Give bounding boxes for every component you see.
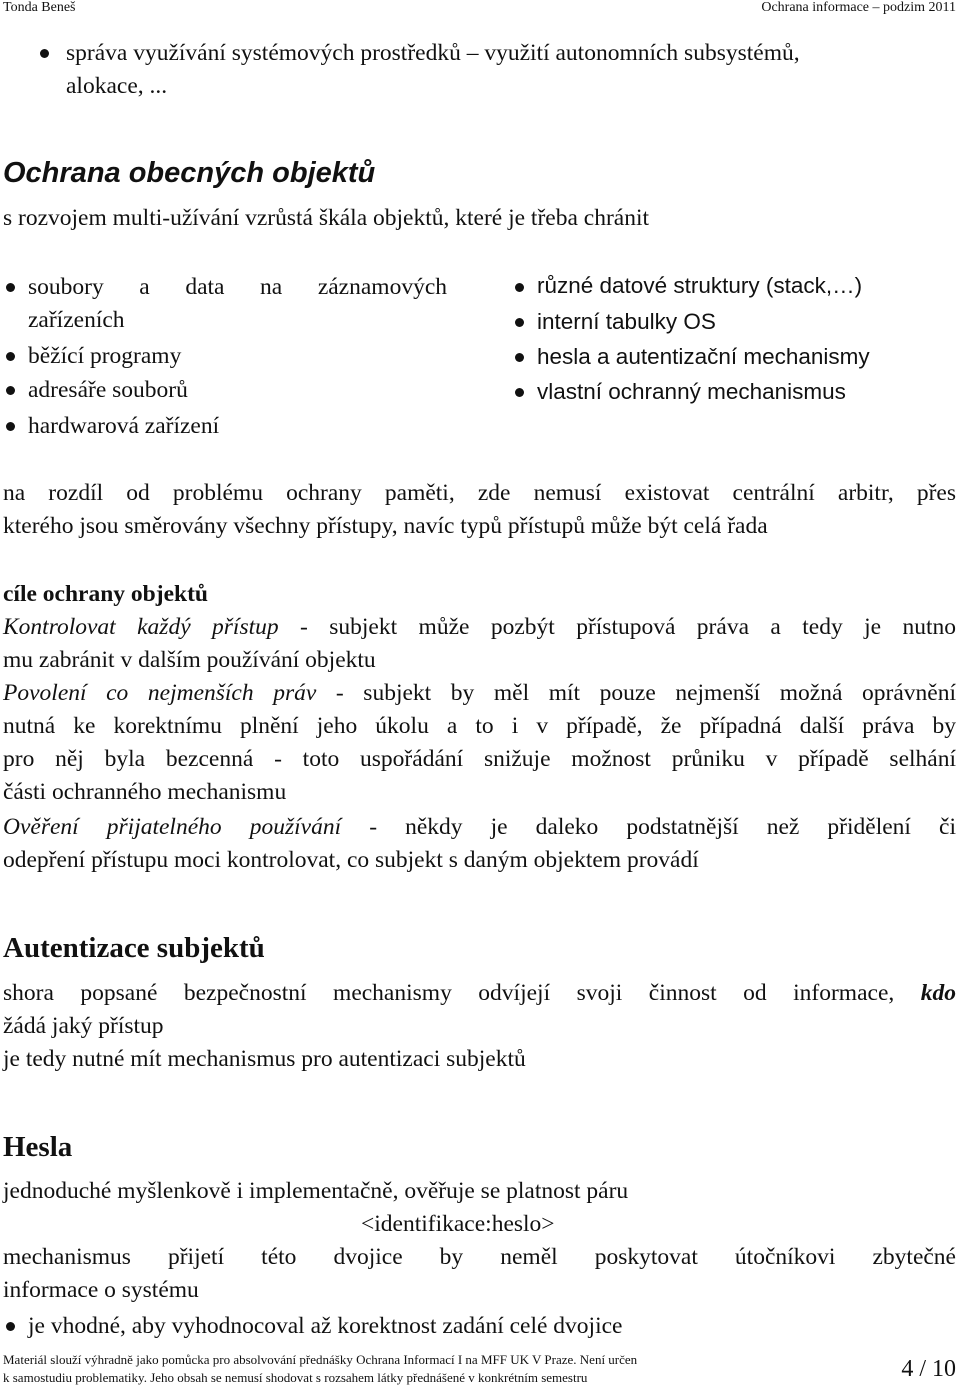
goal-2-cont: nutná ke korektnímu plnění jeho úkolu a to i v případě, že případná další práva by — [3, 713, 956, 739]
page-number: 4 / 10 — [901, 1356, 956, 1382]
list-item: hesla a autentizační mechanismy — [537, 344, 870, 369]
bullet-icon — [6, 1322, 15, 1331]
passwords-line: mechanismus přijetí této dvojice by neměl poskytovat útočníkovi zbytečné — [3, 1244, 956, 1270]
auth-line: žádá jaký přístup — [3, 1013, 164, 1039]
goal-2-cont: pro něj byla bezcenná - toto uspořádání snižuje možnost průniku v případě selhání — [3, 746, 956, 772]
goal-term: Ověření přijatelného používání — [3, 814, 342, 840]
top-bullet-line2: alokace, ... — [66, 73, 168, 99]
bullet-icon — [6, 422, 15, 431]
goal-3-cont: odepření přístupu moci kontrolovat, co subjekt s daným objektem provádí — [3, 847, 699, 873]
header-author: Tonda Beneš — [3, 0, 76, 15]
bullet-icon — [6, 386, 15, 395]
goal-text: - subjekt by měl mít pouze nejmenší možná oprávnění — [316, 680, 956, 706]
bullet-icon — [40, 49, 49, 58]
goal-term: Kontrolovat každý přístup — [3, 614, 279, 640]
goal-2 — [3, 677, 956, 710]
bullet-icon — [6, 352, 15, 361]
passwords-line: informace o systému — [3, 1277, 199, 1303]
header-course: Ochrana informace – podzim 2011 — [761, 0, 956, 15]
passwords-line: jednoduché myšlenkově i implementačně, ověřuje se platnost páru — [3, 1178, 629, 1204]
bullet-icon — [515, 353, 524, 362]
top-bullet-line1: správa využívání systémových prostředků – využití autonomních subsystémů, — [66, 40, 800, 66]
goal-text: - subjekt může pozbýt přístupová práva a tedy je nutno — [278, 614, 956, 640]
goal-1 — [3, 611, 956, 644]
list-item: vlastní ochranný mechanismus — [537, 379, 846, 404]
list-item: adresáře souborů — [28, 377, 188, 403]
auth-kdo: kdo — [920, 980, 956, 1006]
section-title-authentication: Autentizace subjektů — [3, 932, 265, 964]
goal-2-cont: části ochranného mechanismu — [3, 779, 287, 805]
passwords-pair: <identifikace:heslo> — [361, 1211, 555, 1237]
list-item: soubory a data na záznamových — [28, 274, 447, 300]
section-title-passwords: Hesla — [3, 1131, 73, 1163]
auth-line: je tedy nutné mít mechanismus pro autentizaci subjektů — [3, 1046, 526, 1072]
paragraph-line: na rozdíl od problému ochrany paměti, zde nemusí existovat centrální arbitr, přes — [3, 480, 956, 506]
footer-note-line1: Materiál slouží výhradně jako pomůcka pro absolvování přednášky Ochrana Informací I na MFF UK V Praze. Není určen — [3, 1352, 638, 1367]
footer-note-line2: k samostudiu problematiky. Jeho obsah se nemusí shodovat s rozsahem látky přednášené v konkrétním semestru — [3, 1370, 588, 1385]
goal-term: Povolení co nejmenších práv — [3, 680, 317, 706]
passwords-bullet: je vhodné, aby vyhodnocoval až korektnost zadání celé dvojice — [28, 1313, 623, 1339]
goal-3 — [3, 811, 956, 844]
list-item: běžící programy — [28, 343, 182, 369]
paragraph-line: kterého jsou směrovány všechny přístupy, navíc typů přístupů může být celá řada — [3, 513, 768, 539]
list-item: různé datové struktury (stack,…) — [537, 273, 863, 298]
goal-text: - někdy je daleko podstatnější než přidělení či — [341, 814, 956, 840]
auth-text: shora popsané bezpečnostní mechanismy odvíjejí svoji činnost od informace, — [3, 980, 921, 1006]
auth-line — [3, 977, 956, 1010]
goals-heading: cíle ochrany objektů — [3, 581, 208, 607]
bullet-icon — [515, 388, 524, 397]
list-item: interní tabulky OS — [537, 309, 716, 334]
bullet-icon — [515, 318, 524, 327]
goal-1-cont: mu zabránit v dalším používání objektu — [3, 647, 376, 673]
section-title-objects: Ochrana obecných objektů — [3, 157, 376, 189]
bullet-icon — [6, 283, 15, 292]
list-item: hardwarová zařízení — [28, 413, 220, 439]
bullet-icon — [515, 283, 524, 292]
section-intro: s rozvojem multi-užívání vzrůstá škála objektů, které je třeba chránit — [3, 205, 650, 231]
list-item-continuation: zařízeních — [28, 307, 125, 333]
